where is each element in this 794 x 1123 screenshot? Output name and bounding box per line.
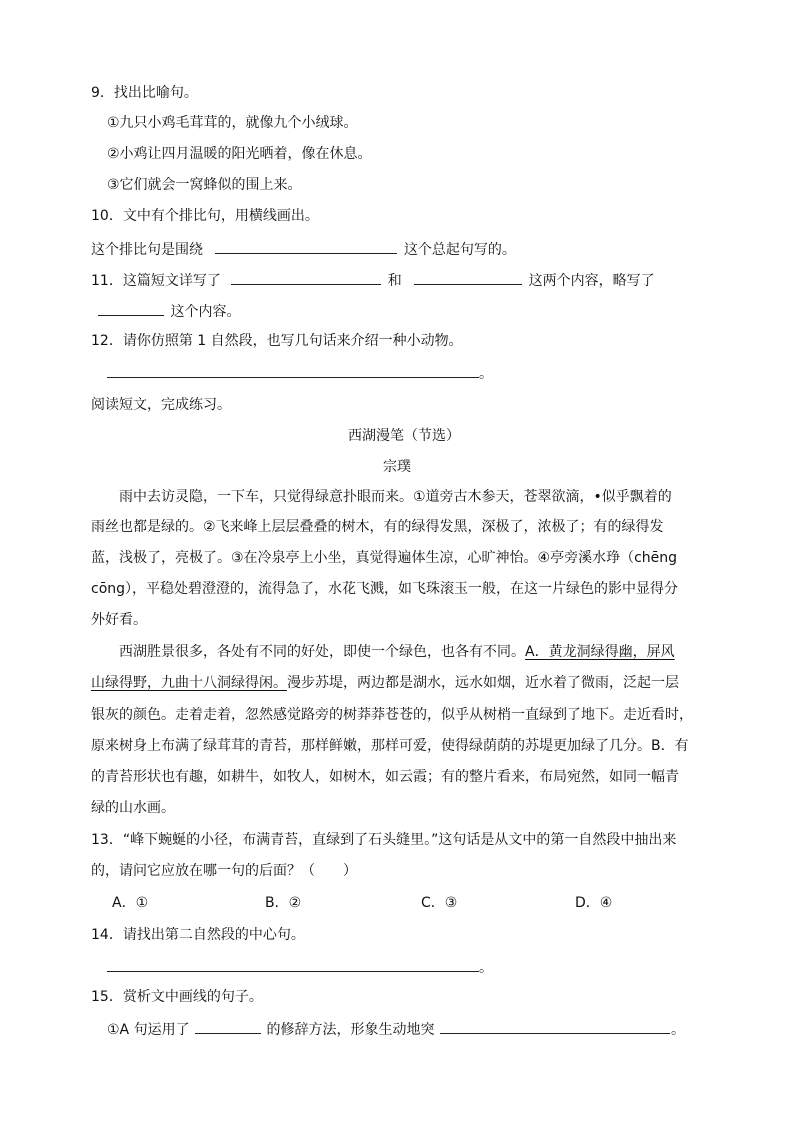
- question-10-line-2: [91, 238, 516, 260]
- question-12-stem: 12．请你仿照第 1 自然段，也写几句话来介绍一种小动物。: [91, 333, 463, 349]
- question-12-answer-line: [107, 362, 493, 384]
- answer-blank[interactable]: [195, 1018, 261, 1034]
- question-9-option-1: ①九只小鸡毛茸茸的，就像九个小绒球。: [107, 115, 358, 131]
- question-13-option-c[interactable]: C．③: [421, 895, 458, 911]
- question-12-period: 。: [479, 366, 493, 382]
- answer-blank[interactable]: [98, 300, 164, 316]
- question-14-stem: 14．请找出第二自然段的中心句。: [91, 927, 305, 943]
- answer-blank[interactable]: [231, 269, 381, 285]
- passage-author: 宗璞: [383, 459, 411, 475]
- question-11-text-b: 和: [387, 273, 402, 289]
- question-11-line-2: [98, 300, 240, 322]
- paragraph-2-line: 原来树身上布满了绿茸茸的青苔，那样鲜嫩，那样可爱，使得绿荫荫的苏堤更加绿了几分。B．有: [91, 738, 689, 754]
- question-13-line-2: 的，请问它应放在哪一句的后面？（ ）: [91, 863, 357, 879]
- question-11-text-d: 这个内容。: [170, 304, 241, 320]
- answer-blank[interactable]: [414, 269, 522, 285]
- question-15-text-a: ①A 句运用了: [107, 1022, 190, 1038]
- question-11-line-1: [91, 269, 655, 291]
- paragraph-2-line: 的青苔形状也有趣，如耕牛，如牧人，如树木，如云霞；有的整片看来，布局宛然，如同一幅青: [91, 769, 679, 785]
- answer-blank[interactable]: [107, 362, 479, 378]
- question-13-line-1: 13．“峰下蜿蜒的小径，布满青苔，直绿到了石头缝里。”这句话是从文中的第一自然段中抽出来: [91, 832, 677, 848]
- question-13-option-d[interactable]: D．④: [575, 895, 613, 911]
- question-10-text-b: 这个总起句写的。: [403, 242, 516, 258]
- paragraph-2-text: 西湖胜景很多，各处有不同的好处，即使一个绿色，也各有不同。: [119, 644, 525, 660]
- question-15-text-b: 的修辞方法，形象生动地突: [266, 1022, 435, 1038]
- question-10-stem: 10．文中有个排比句，用横线画出。: [91, 208, 319, 224]
- question-11-text-c: 这两个内容，略写了: [528, 273, 655, 289]
- paragraph-1-line: cōng），平稳处碧澄澄的，流得急了，水花飞溅，如飞珠滚玉一般，在这一片绿色的影中显得分: [91, 581, 679, 597]
- answer-blank[interactable]: [107, 956, 479, 972]
- answer-blank[interactable]: [215, 238, 397, 254]
- question-9-stem: 9．找出比喻句。: [91, 85, 198, 101]
- paragraph-1-line: 外好看。: [91, 612, 147, 628]
- reading-intro: 阅读短文，完成练习。: [91, 397, 231, 413]
- question-15-sub-1: [107, 1018, 685, 1040]
- paragraph-1-line: 雨中去访灵隐，一下车，只觉得绿意扑眼而来。①道旁古木参天，苍翠欲滴，•似乎飘着的: [119, 489, 672, 505]
- paragraph-2-line: [119, 642, 675, 662]
- question-9-option-2: ②小鸡让四月温暖的阳光晒着，像在休息。: [107, 146, 372, 162]
- question-14-answer-line: [107, 956, 493, 978]
- paragraph-2-line: [91, 673, 679, 693]
- paragraph-2-line: 绿的山水画。: [91, 800, 175, 816]
- underlined-sentence-a: A．黄龙洞绿得幽，屏风: [525, 644, 675, 660]
- question-9-option-3: ③它们就会一窝蜂似的围上来。: [107, 177, 302, 193]
- question-11-text-a: 11．这篇短文详写了: [91, 273, 221, 289]
- passage-title: 西湖漫笔（节选）: [348, 428, 460, 444]
- answer-blank[interactable]: [440, 1018, 670, 1034]
- question-13-option-b[interactable]: B．②: [265, 895, 302, 911]
- paragraph-1-line: 蓝，浅极了，亮极了。③在冷泉亭上小坐，真觉得遍体生凉，心旷神怡。④亭旁溪水琤（chēng: [91, 550, 678, 566]
- paragraph-1-line: 雨丝也都是绿的。②飞来峰上层层叠叠的树木，有的绿得发黑，深极了，浓极了；有的绿得发: [91, 519, 664, 535]
- question-15-stem: 15．赏析文中画线的句子。: [91, 989, 263, 1005]
- question-10-text-a: 这个排比句是围绕: [91, 242, 203, 258]
- paragraph-2-text: 漫步苏堤，两边都是湖水，远水如烟，近水着了微雨，泛起一层: [287, 675, 679, 691]
- question-15-period: 。: [670, 1022, 685, 1038]
- question-14-period: 。: [479, 960, 493, 976]
- paragraph-2-line: 银灰的颜色。走着走着，忽然感觉路旁的树莽莽苍苍的，似乎从树梢一直绿到了地下。走近看时，: [91, 707, 693, 723]
- question-13-option-a[interactable]: A．①: [112, 895, 149, 911]
- underlined-sentence-a-cont: 山绿得野，九曲十八洞绿得闲。: [91, 675, 287, 691]
